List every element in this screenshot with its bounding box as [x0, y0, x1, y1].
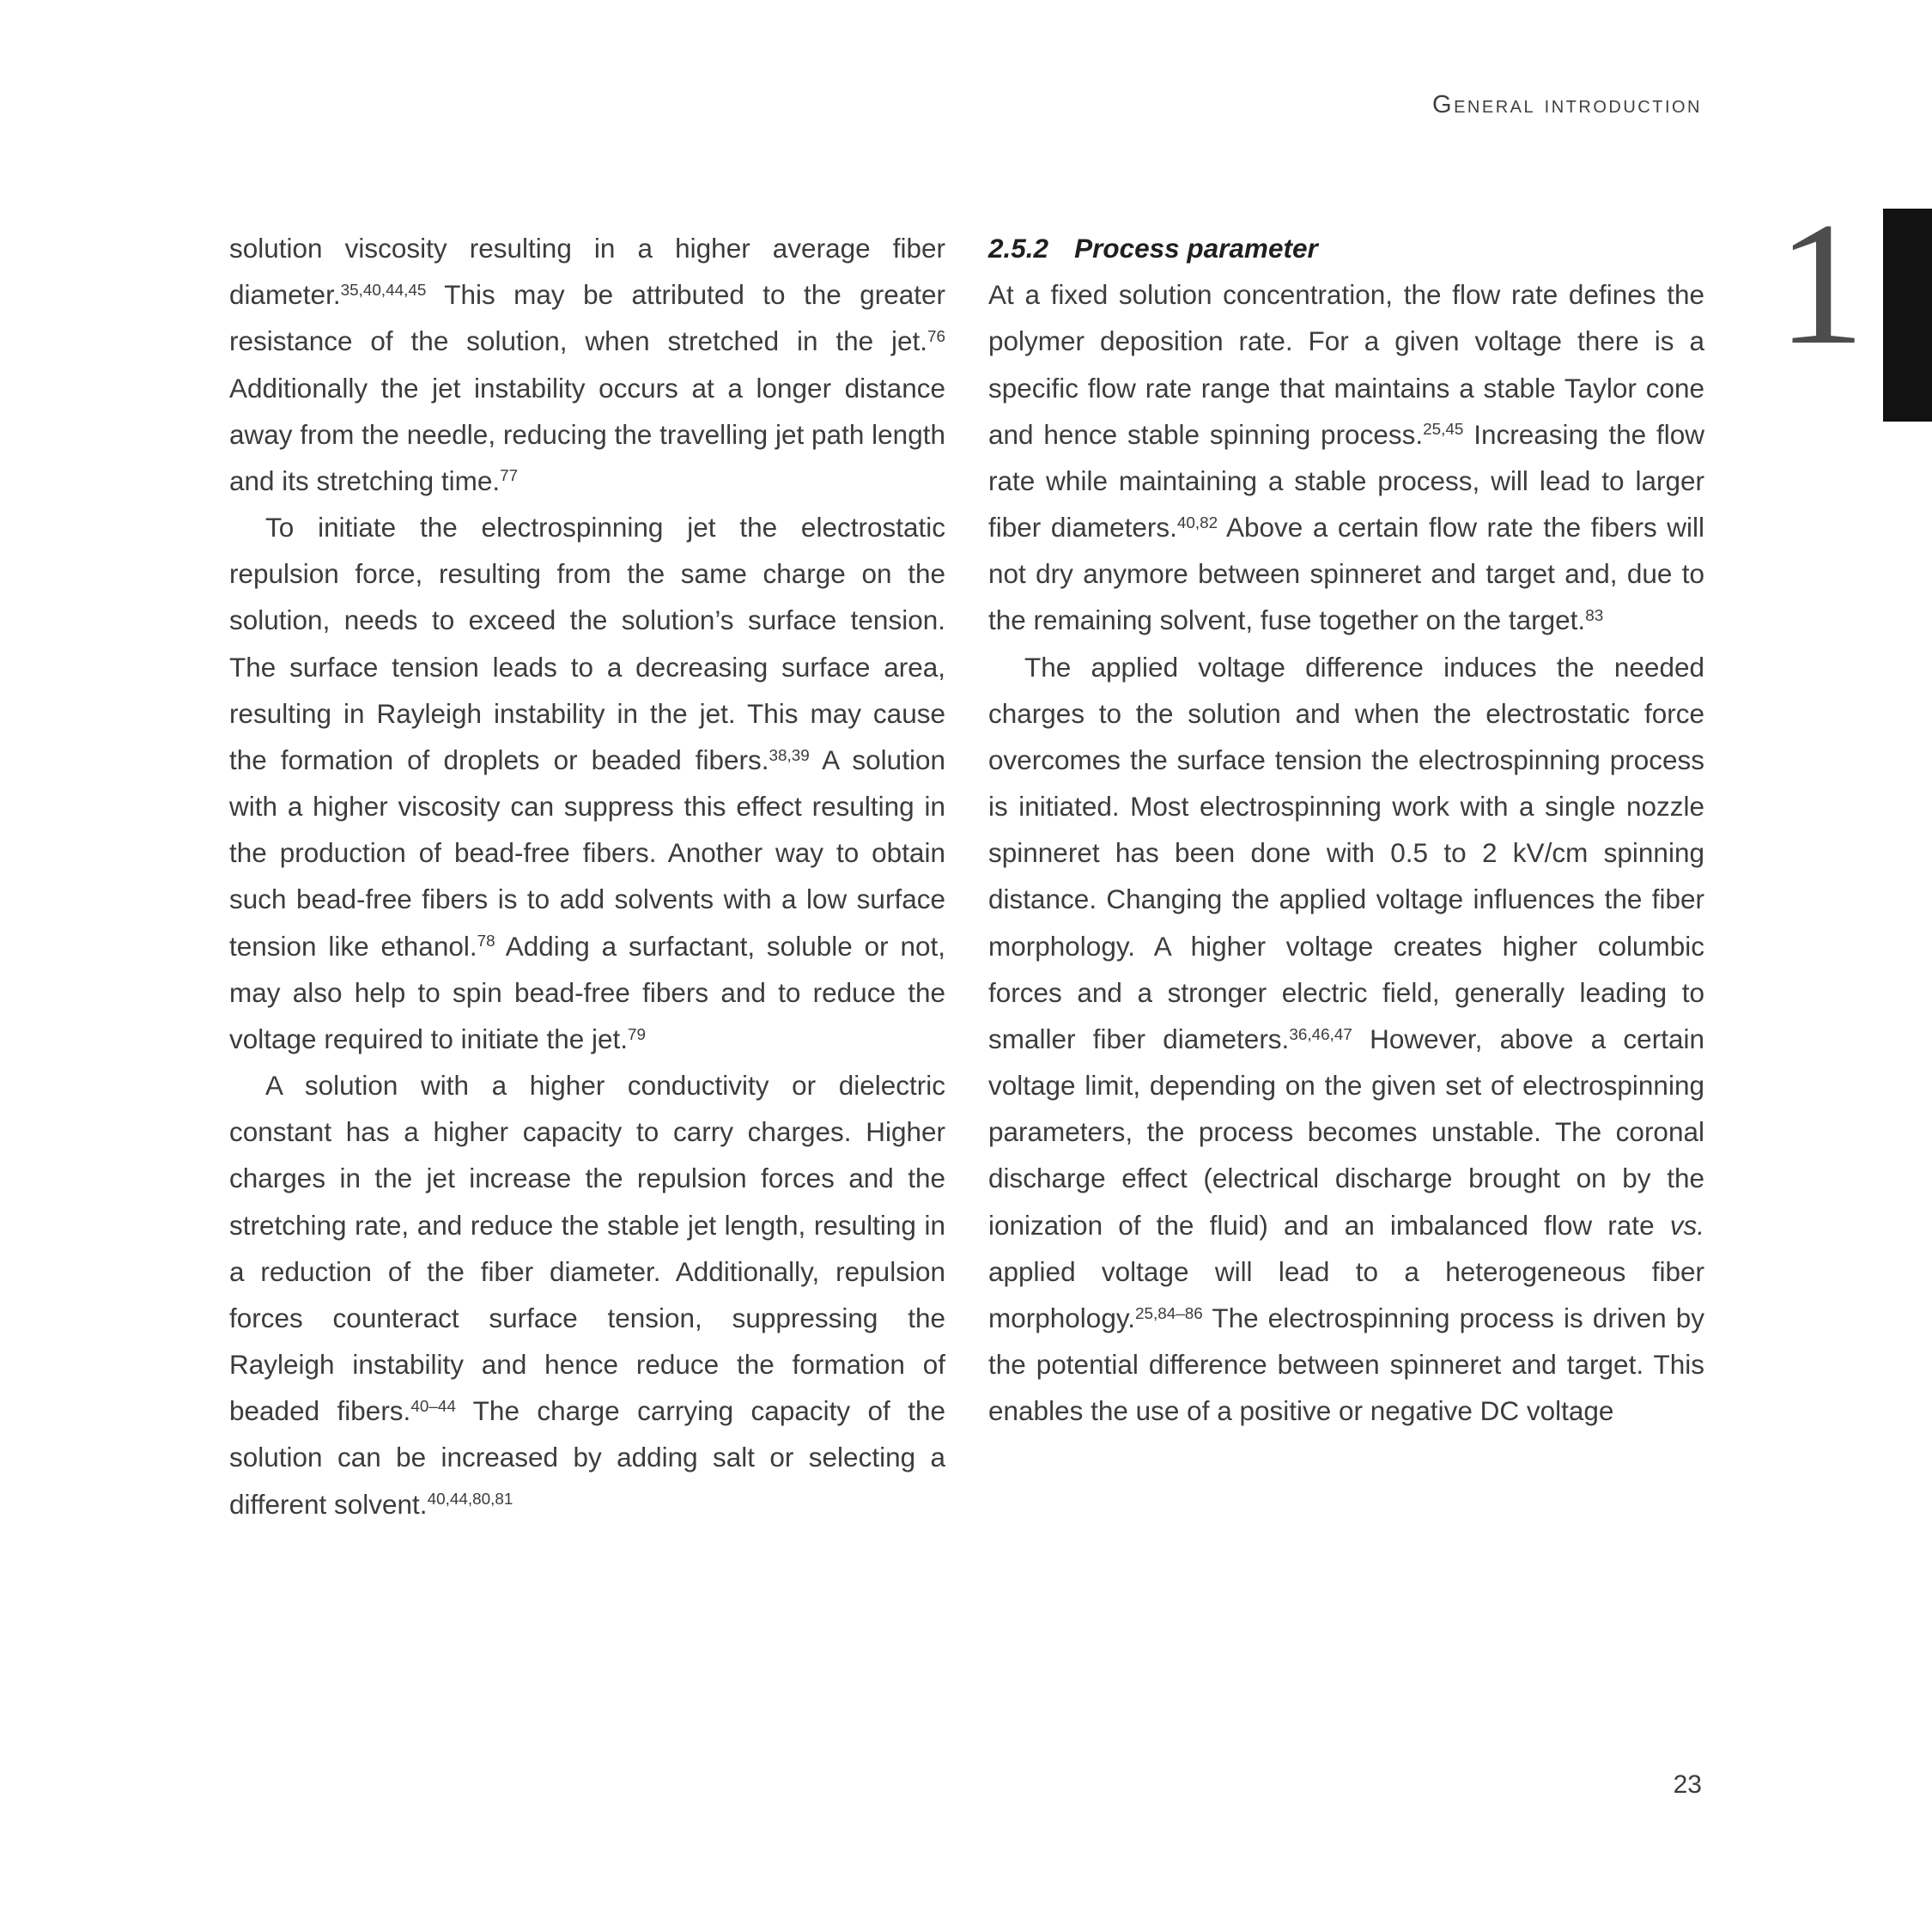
- citation-superscript: 40–44: [410, 1397, 456, 1416]
- paragraph: solution viscosity resulting in a higher average fiber diameter.$^{35,40,44,45}$ This may be attributed to the greater resistance of the solution, when stretched in the jet.$^{76}$ Additionally the jet instability occurs at a longer distance away from the needle, reducing the travelling jet path length and its stretching time.$^{77}$: [229, 233, 945, 496]
- citation-superscript: 35,40,44,45: [340, 281, 427, 300]
- chapter-number: 1: [1777, 186, 1865, 381]
- paragraph: A solution with a higher conductivity or dielectric constant has a higher capacity to carry charges. Higher charges in the jet increase the repulsion forces and the stretching rate, and reduce the stable jet length, resulting in a reduction of the fiber diameter. Additionally, repulsion forces counteract surface tension, suppressing the Rayleigh instability and hence reduce the formation of beaded fibers.$^{40-44}$ The charge carrying capacity of the solution can be increased by adding salt or selecting a different solvent.$^{40,44,80,81}$: [229, 1070, 945, 1520]
- citation-superscript: 36,46,47: [1289, 1025, 1352, 1044]
- content-columns: [229, 225, 1704, 1527]
- section-heading: [988, 225, 1704, 271]
- left-column: [229, 225, 945, 1527]
- paragraph: To initiate the electrospinning jet the electrostatic repulsion force, resulting from the same charge on the solution, needs to exceed the solution’s surface tension. The surface tension leads to a decreasing surface area, resulting in Rayleigh instability in the jet. This may cause the formation of droplets or beaded fibers.$^{38,39}$ A solution with a higher viscosity can suppress this effect resulting in the production of bead-free fibers. Another way to obtain such bead-free fibers is to add solvents with a low surface tension like ethanol.$^{78}$ Adding a surfactant, soluble or not, may also help to spin bead-free fibers and to reduce the voltage required to initiate the jet.$^{79}$: [229, 512, 945, 1054]
- page-number: 23: [1673, 1770, 1702, 1799]
- citation-superscript: 25,45: [1423, 421, 1464, 440]
- citation-superscript: 76: [927, 327, 945, 346]
- citation-superscript: 83: [1585, 606, 1604, 625]
- citation-superscript: 40,82: [1176, 513, 1218, 532]
- running-header: General introduction: [1432, 91, 1702, 118]
- chapter-tab-marker: [1883, 209, 1932, 422]
- section-title: Process parameter: [1074, 233, 1318, 264]
- citation-superscript: 79: [628, 1025, 647, 1044]
- citation-superscript: 77: [500, 467, 519, 486]
- citation-superscript: 78: [477, 932, 495, 951]
- paragraph: At a fixed solution concentration, the flow rate defines the polymer deposition rate. For a given voltage there is a specific flow rate range that maintains a stable Taylor cone and hence stable spinning process.$^{25,45}$ Increasing the flow rate while maintaining a stable process, will lead to larger fiber diameters.$^{40,82}$ Above a certain flow rate the fibers will not dry anymore between spinneret and target and, due to the remaining solvent, fuse together on the target.$^{83}$: [988, 279, 1705, 636]
- right-column: [988, 225, 1704, 1527]
- section-number: 2.5.2: [988, 233, 1049, 264]
- citation-superscript: 40,44,80,81: [427, 1491, 513, 1509]
- citation-superscript: 25,84–86: [1135, 1304, 1203, 1323]
- paragraph: The applied voltage difference induces the needed charges to the solution and when the electrostatic force overcomes the surface tension the electrospinning process is initiated. Most electrospinning work with a single nozzle spinneret has been done with 0.5 to 2 kV/cm spinning distance. Changing the applied voltage influences the fiber morphology. A higher voltage creates higher columbic forces and a stronger electric field, generally leading to smaller fiber diameters.$^{36,46,47}$ However, above a certain voltage limit, depending on the given set of electrospinning parameters, the process becomes unstable. The coronal discharge effect (electrical discharge brought on by the ionization of the fluid) and an imbalanced flow rate vs. applied voltage will lead to a heterogeneous fiber morphology.$^{25,84-86}$ The electrospinning process is driven by the potential difference between spinneret and target. This enables the use of a positive or negative DC voltage: [988, 651, 1704, 1427]
- citation-superscript: 38,39: [769, 746, 810, 765]
- italic-text: vs.: [1669, 1209, 1704, 1241]
